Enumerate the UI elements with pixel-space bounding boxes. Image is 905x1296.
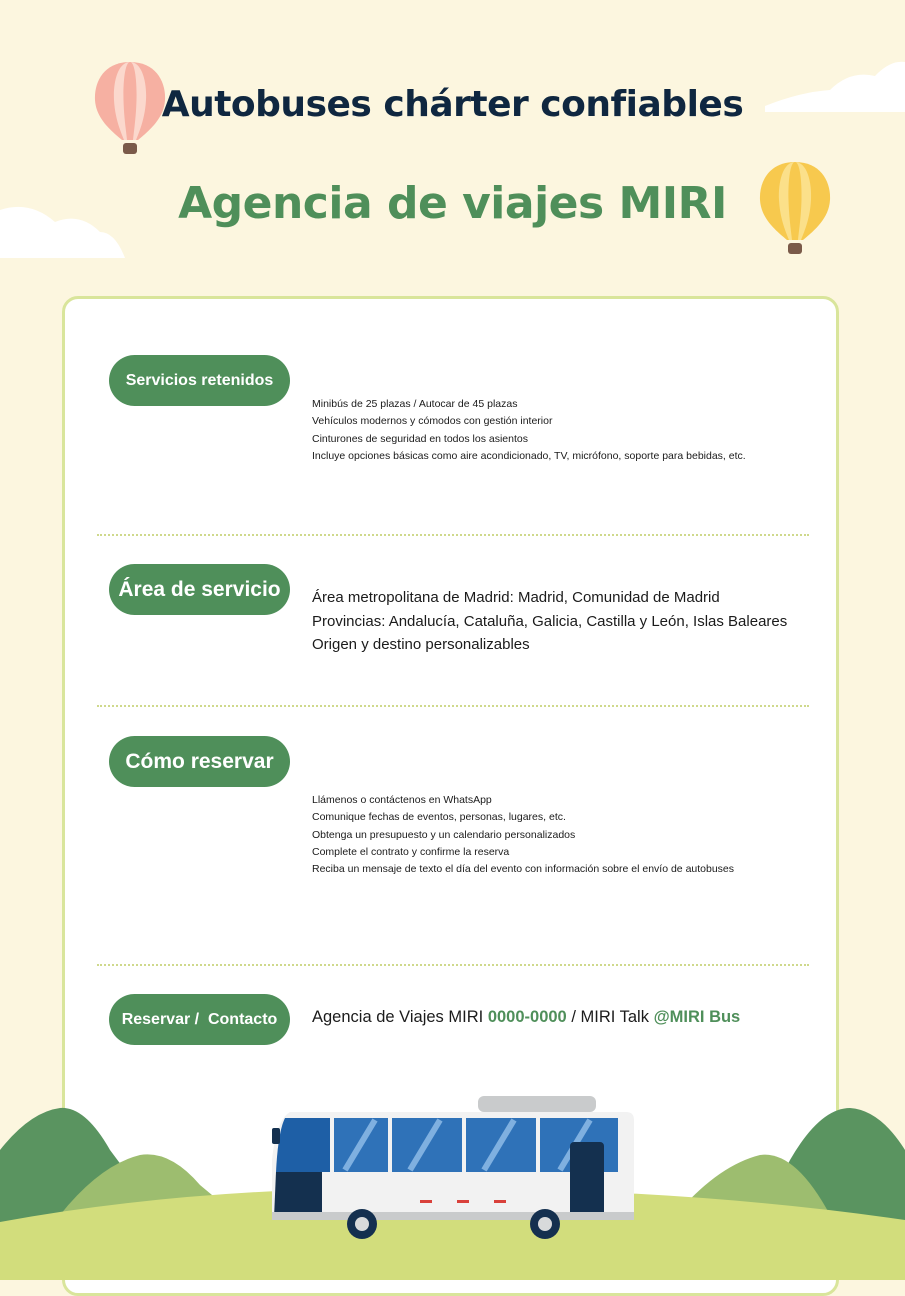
reservar-label: Cómo reservar <box>125 749 274 773</box>
bus-icon <box>272 1096 634 1239</box>
phone-number: 0000-0000 <box>487 1008 567 1026</box>
list-item: Provincias: Andalucía, Cataluña, Galicia, Castilla y León, Islas Baleares <box>312 612 788 630</box>
list-item: Comunique fechas de eventos, personas, lugares, etc. <box>312 811 566 824</box>
area-label: Área de servicio <box>118 577 281 601</box>
contacto-label: Reservar / Contacto <box>121 1010 278 1028</box>
agency-contact-name: Agencia de Viajes MIRI <box>312 1008 484 1026</box>
servicios-label: Servicios retenidos <box>125 371 274 389</box>
list-item: Área metropolitana de Madrid: Madrid, Comunidad de Madrid <box>312 589 720 606</box>
agency-name-title: Agencia de viajes MIRI <box>178 178 727 229</box>
list-item: Cinturones de seguridad en todos los asientos <box>312 432 528 445</box>
list-item: Llámenos o contáctenos en WhatsApp <box>312 794 492 806</box>
list-item: Obtenga un presupuesto y un calendario personalizados <box>312 828 576 841</box>
contact-separator: / MIRI Talk <box>571 1008 649 1026</box>
list-item: Origen y destino personalizables <box>312 636 530 653</box>
list-item: Vehículos modernos y cómodos con gestión interior <box>312 415 553 428</box>
list-item: Complete el contrato y confirme la reserva <box>312 845 510 858</box>
list-item: Reciba un mensaje de texto el día del evento con información sobre el envío de autobuses <box>312 863 735 876</box>
list-item: Incluye opciones básicas como aire acondicionado, TV, micrófono, soporte para bebidas, etc. <box>312 449 746 462</box>
page-headline: Autobuses chárter confiables <box>161 84 744 125</box>
list-item: Minibús de 25 plazas / Autocar de 45 plazas <box>312 398 518 410</box>
messenger-handle: @MIRI Bus <box>653 1008 741 1026</box>
